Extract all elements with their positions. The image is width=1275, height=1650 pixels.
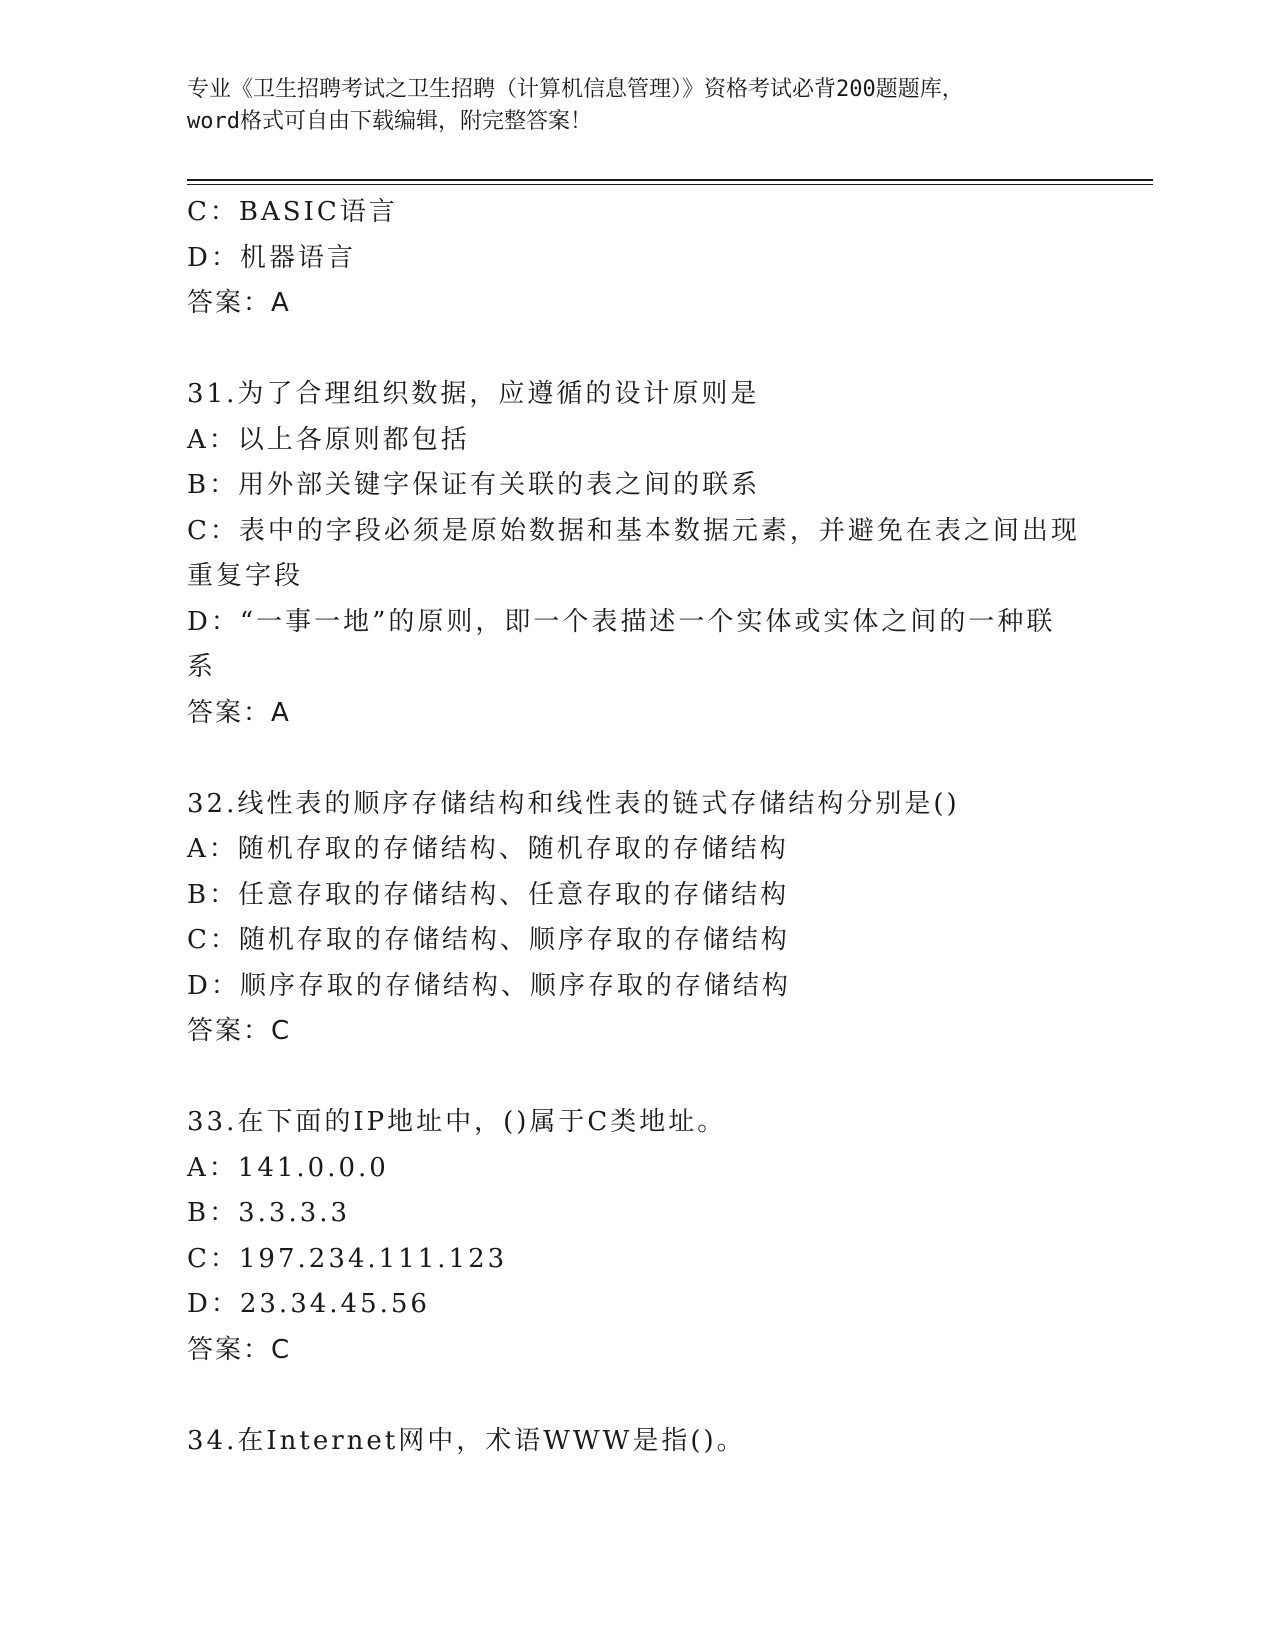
document-header	[187, 74, 1087, 138]
option-c: C：BASIC语言	[187, 197, 398, 227]
document-body	[187, 190, 1087, 1464]
option-d: D：顺序存取的存储结构、顺序存取的存储结构	[187, 970, 791, 1001]
question-33	[187, 1100, 1087, 1373]
option-a: A：随机存取的存储结构、随机存取的存储结构	[187, 834, 789, 864]
option-d: D：23.34.45.56	[187, 1289, 430, 1319]
question-text: 34.在Internet网中，术语WWW是指()。	[187, 1425, 746, 1456]
spacer	[187, 736, 1087, 782]
option-d-continued: 系	[187, 652, 217, 682]
spacer	[187, 1055, 1087, 1101]
option-c-continued: 重复字段	[187, 561, 304, 591]
option-b: B：用外部关键字保证有关联的表之间的联系	[187, 470, 761, 500]
question-text: 31.为了合理组织数据，应遵循的设计原则是	[187, 379, 760, 409]
answer-line: 答案：C	[187, 1016, 292, 1046]
spacer	[187, 1373, 1087, 1419]
question-32	[187, 782, 1087, 1055]
question-text: 33.在下面的IP地址中，()属于C类地址。	[187, 1107, 727, 1137]
option-b: B：3.3.3.3	[187, 1198, 351, 1228]
header-title-line-2: word格式可自由下载编辑，附完整答案！	[187, 109, 592, 134]
option-c: C：随机存取的存储结构、顺序存取的存储结构	[187, 925, 790, 955]
question-30-tail	[187, 190, 1087, 327]
option-d: D：“一事一地”的原则，即一个表描述一个实体或实体之间的一种联	[187, 606, 1056, 637]
option-c: C：197.234.111.123	[187, 1243, 508, 1274]
option-b: B：任意存取的存储结构、任意存取的存储结构	[187, 879, 790, 910]
answer-line: 答案：C	[187, 1334, 292, 1365]
option-c: C：表中的字段必须是原始数据和基本数据元素，并避免在表之间出现	[187, 515, 1080, 546]
answer-line: 答案：A	[187, 697, 291, 728]
answer-line: 答案：A	[187, 288, 291, 318]
question-34	[187, 1419, 1087, 1465]
spacer	[187, 327, 1087, 373]
header-title-line-1: 专业《卫生招聘考试之卫生招聘（计算机信息管理）》资格考试必背200题题库，	[187, 77, 964, 102]
question-text: 32.线性表的顺序存储结构和线性表的链式存储结构分别是()	[187, 788, 960, 819]
header-divider-thick	[187, 179, 1153, 181]
option-a: A：141.0.0.0	[187, 1152, 389, 1183]
option-a: A：以上各原则都包括	[187, 424, 470, 455]
option-d: D：机器语言	[187, 242, 356, 273]
header-divider-thin	[187, 184, 1153, 185]
question-31	[187, 372, 1087, 736]
